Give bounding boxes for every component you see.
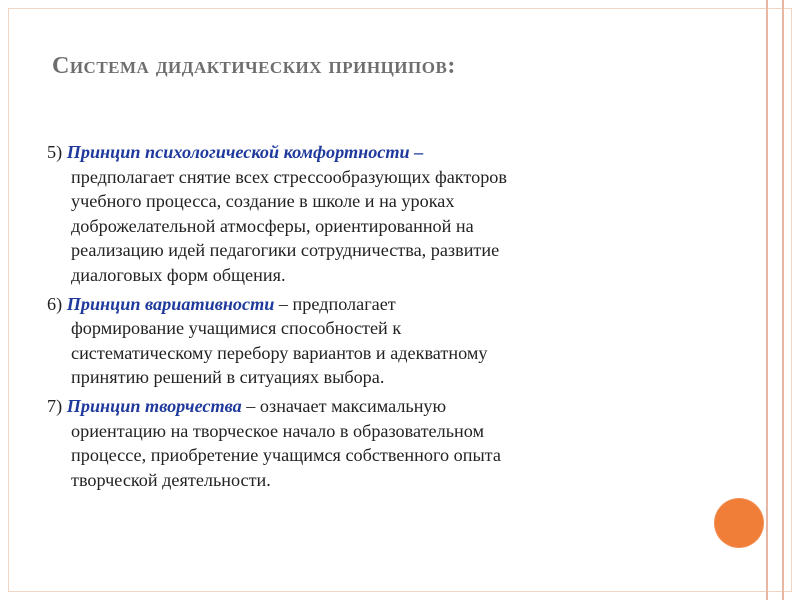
item-line: доброжелательной атмосферы, ориентированной на [71, 215, 474, 236]
item-line: принятию решений в ситуациях выбора. [71, 367, 385, 388]
principle-term: Принцип творчества [66, 395, 242, 416]
item-number: 5) [47, 142, 63, 162]
decorative-circle-icon [714, 498, 764, 548]
item-number: 6) [47, 293, 63, 314]
item-line: учебного процесса, создание в школе и на уроках [71, 191, 455, 212]
principle-term: Принцип психологической комфортности – [66, 142, 424, 162]
item-line: процессе, приобретение учащимся собственного опыта [71, 445, 501, 466]
decorative-rail-left [766, 0, 768, 600]
item-text: – означает максимальную [241, 395, 447, 416]
item-line: ориентацию на творческое начало в образовательном [71, 420, 484, 441]
item-line: диалоговых форм общения. [71, 264, 286, 285]
principle-item-7 [47, 394, 687, 492]
item-line: систематическому перебору вариантов и адекватному [71, 342, 488, 363]
item-number: 7) [47, 395, 63, 416]
item-line: предполагает снятие всех стрессообразующих факторов [71, 166, 507, 187]
decorative-rail-right [782, 0, 784, 600]
item-text: – предполагает [274, 293, 396, 314]
item-line: формирование учащимися способностей к [71, 318, 402, 339]
slide-body [47, 140, 687, 496]
principle-item-6 [47, 292, 687, 390]
item-line: реализацию идей педагогики сотрудничества, развитие [71, 240, 500, 261]
slide-title: Система дидактических принципов: [52, 53, 456, 79]
principle-term: Принцип вариативности [66, 293, 275, 314]
principle-item-5 [47, 140, 687, 288]
item-line: творческой деятельности. [71, 469, 271, 490]
